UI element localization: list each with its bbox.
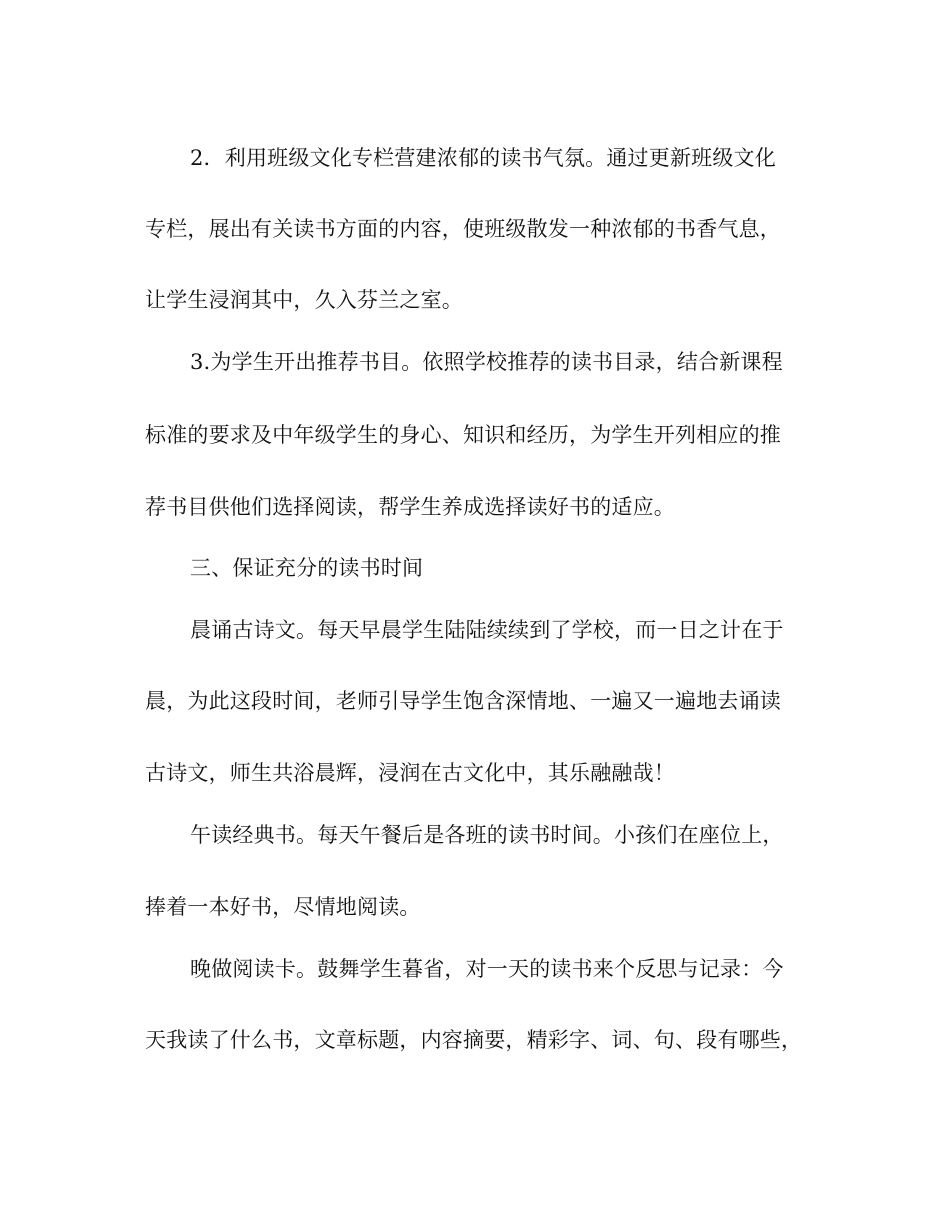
- paragraph-line-13: 晚做阅读卡。鼓舞学生暮省，对一天的读书来个反思与记录：今: [190, 957, 784, 981]
- paragraph-line-6: 荐书目供他们选择阅读，帮学生养成选择读好书的适应。: [145, 495, 675, 519]
- paragraph-line-9: 晨，为此这段时间，老师引导学生饱含深情地、一遍又一遍地去诵读: [145, 689, 781, 713]
- paragraph-line-3: 让学生浸润其中，久入芬兰之室。: [145, 288, 463, 312]
- paragraph-line-12: 捧着一本好书，尽情地阅读。: [145, 895, 421, 919]
- paragraph-line-11: 午读经典书。每天午餐后是各班的读书时间。小孩们在座位上，: [190, 823, 784, 847]
- section-heading: 三、保证充分的读书时间: [190, 556, 424, 580]
- paragraph-line-10: 古诗文，师生共浴晨辉，浸润在古文化中，其乐融融哉！: [145, 761, 675, 785]
- paragraph-line-4: 3.为学生开出推荐书目。依照学校推荐的读书目录，结合新课程: [190, 350, 783, 374]
- paragraph-line-1: 2．利用班级文化专栏营建浓郁的读书气氛。通过更新班级文化: [190, 146, 776, 170]
- paragraph-line-8: 晨诵古诗文。每天早晨学生陆陆续续到了学校，而一日之计在于: [190, 618, 784, 642]
- paragraph-line-14: 天我读了什么书，文章标题，内容摘要，精彩字、词、句、段有哪些，: [145, 1028, 803, 1052]
- paragraph-line-5: 标准的要求及中年级学生的身心、知识和经历，为学生开列相应的推: [145, 423, 781, 447]
- paragraph-line-2: 专栏，展出有关读书方面的内容，使班级散发一种浓郁的书香气息，: [145, 217, 781, 241]
